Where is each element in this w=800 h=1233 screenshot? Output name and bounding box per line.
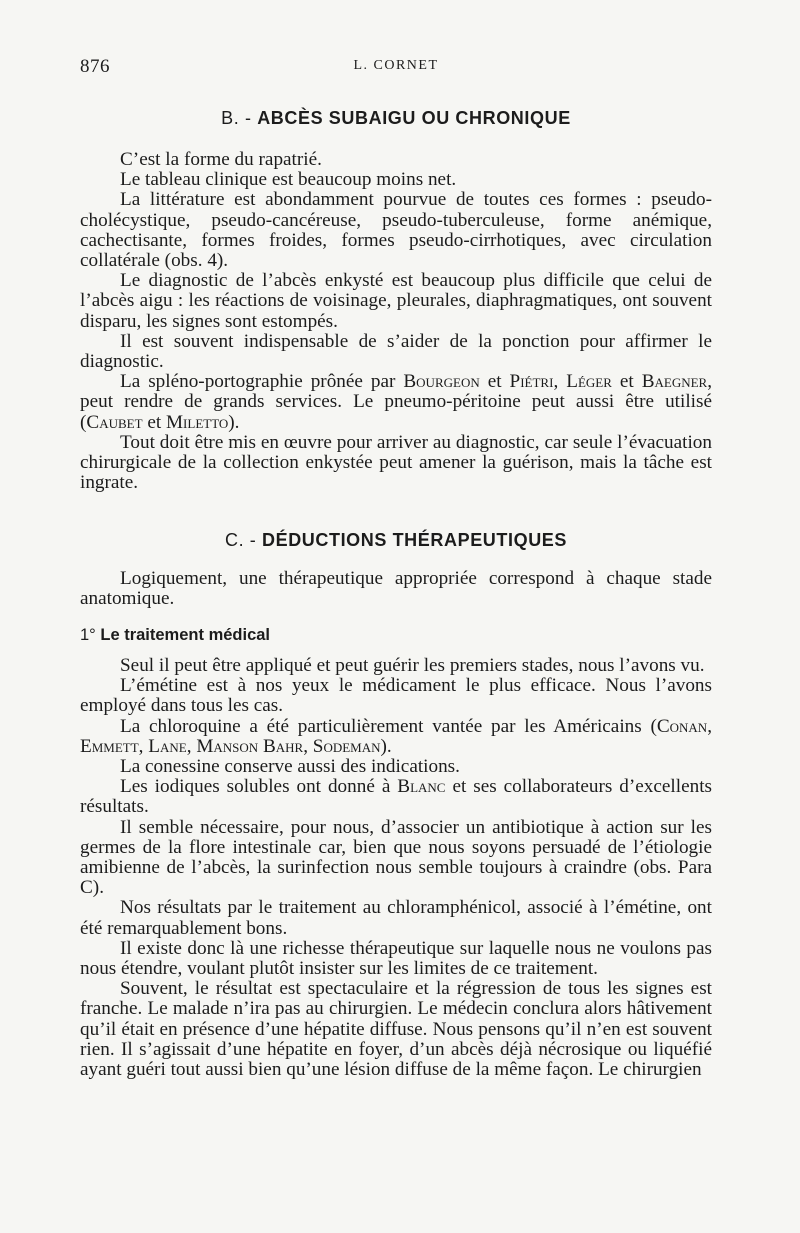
author-name: Léger (566, 371, 612, 393)
paragraph: Tout doit être mis en œuvre pour arriver au diagnostic, car seule l’évacuation chirurgicale de la collection enkystée peut amener la guérison, mais la tâche est ingrate. (80, 431, 712, 494)
author-name: Blanc (397, 776, 446, 798)
section-c-intro (80, 569, 712, 609)
section-c-label: DÉDUCTIONS THÉRAPEUTIQUES (261, 530, 568, 550)
paragraph-portographie: La spléno-portographie prônée par Bourgeon et Piétri, Léger et Baegner, peut rendre de grands services. Le pneumo-péritoine peut aussi être utilisé (Caubet et Miletto). (80, 371, 713, 433)
subsection-body (80, 656, 712, 1080)
paragraph: Il est souvent indispensable de s’aider de la ponction pour affirmer le diagnostic. (80, 330, 712, 373)
author-name: Manson Bahr (196, 735, 304, 757)
author-name: Caubet (86, 411, 143, 433)
paragraph: Le diagnostic de l’abcès enkysté est beaucoup plus difficile que celui de l’abcès aigu : les réactions de voisinage, pleurales, diaphragmatiques, ont souvent disparu, les signes sont estompés. (80, 270, 712, 332)
paragraph: L’émétine est à nos yeux le médicament le plus efficace. Nous l’avons employé dans tous les cas. (80, 675, 712, 717)
section-c-title (80, 530, 712, 551)
section-b-body (80, 150, 712, 493)
subsection-label: Le traitement médical (100, 626, 271, 644)
paragraph: Le tableau clinique est beaucoup moins net. (120, 169, 457, 191)
paragraph: Souvent, le résultat est spectaculaire et la régression de tous les signes est franche. Le malade n’ira pas au chirurgien. Le médecin conclura alors hâtivement qu’il était en présence d’une hépatite diffuse. Nous pensons qu’il n’en est souvent rien. Il s’agissait d’une hépatite en foyer, d’un abcès déjà nécrosique ou liquéfié ayant guéri tout aussi bien qu’une lésion diffuse de la même façon. Le chirurgien (80, 978, 712, 1081)
page-number: 876 (80, 56, 110, 77)
paragraph: Nos résultats par le traitement au chloramphénicol, associé à l’émétine, ont été remarquablement bons. (80, 897, 712, 939)
paragraph-chloroquine: La chloroquine a été particulièrement vantée par les Américains (Conan, Emmett, Lane, Manson Bahr, Sodeman). (80, 715, 712, 757)
paragraph: La littérature est abondamment pourvue de toutes ces formes : pseudo-cholécystique, pseudo-cancéreuse, pseudo-tuberculeuse, forme anémique, cachectisante, formes froides, formes pseudo-cirrhotiques, avec circulation collatérale (obs. 4). (80, 189, 712, 272)
section-c-letter: C. - (224, 530, 257, 550)
author-name: Baegner (641, 371, 708, 393)
author-name: Bourgeon (403, 371, 480, 393)
paragraph: Il semble nécessaire, pour nous, d’associer un antibiotique à action sur les germes de la flore intestinale car, bien que nous soyons persuadé de l’étiologie amibienne de l’abcès, la surinfection nous semble toujours à craindre (obs. Para C). (80, 816, 712, 899)
author-name: Emmett (80, 735, 139, 757)
running-head: L. CORNET (353, 58, 439, 73)
author-name: Sodeman (312, 735, 381, 757)
paragraph-iodiques: Les iodiques solubles ont donné à Blanc et ses collaborateurs d’excellents résultats. (80, 776, 712, 818)
section-b-title (80, 108, 712, 129)
subsection-number: 1° (80, 626, 96, 644)
author-name: Piétri (509, 371, 554, 393)
paragraph: Seul il peut être appliqué et peut guérir les premiers stades, nous l’avons vu. (120, 655, 705, 676)
author-name: Miletto (165, 411, 229, 433)
paragraph: Logiquement, une thérapeutique appropriée correspond à chaque stade anatomique. (80, 568, 712, 610)
paragraph: La conessine conserve aussi des indications. (120, 756, 460, 778)
page-header (80, 56, 712, 78)
paragraph: Il existe donc là une richesse thérapeutique sur laquelle nous ne voulons pas nous étendre, voulant plutôt insister sur les limites de ce traitement. (80, 937, 712, 980)
author-name: Lane (148, 735, 187, 757)
section-b-label: ABCÈS SUBAIGU OU CHRONIQUE (257, 108, 571, 128)
subsection-title (80, 626, 270, 645)
section-b-letter: B. - (221, 108, 252, 128)
paragraph: C’est la forme du rapatrié. (120, 149, 322, 170)
author-name: Conan (656, 715, 708, 737)
